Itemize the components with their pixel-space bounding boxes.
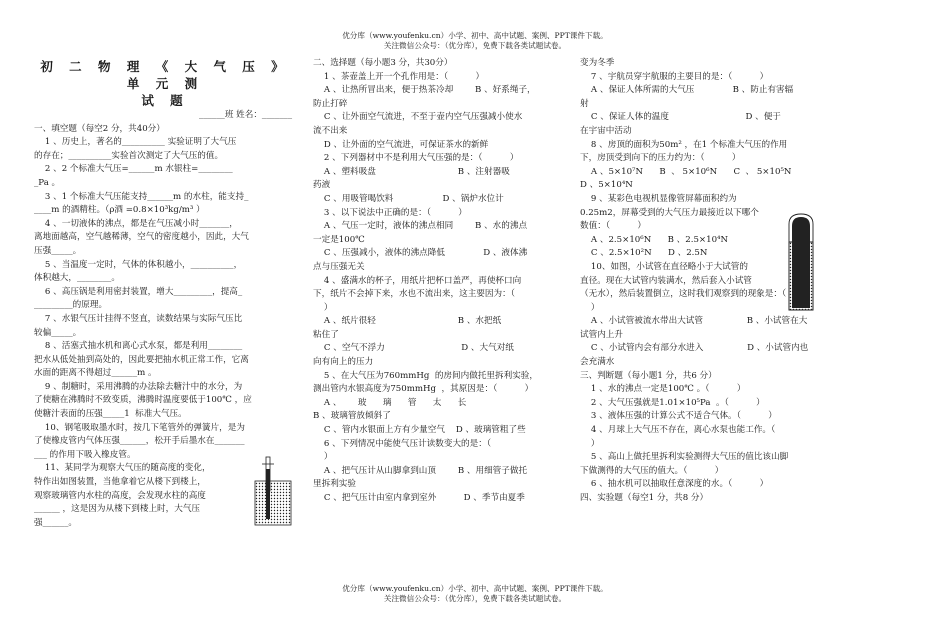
col2-lines [313, 57, 568, 506]
text-line: A 、保证人体所需的大气压 B 、防止有害辐 [580, 85, 794, 96]
class-name-line: ______班 姓名：_______ [199, 110, 292, 120]
text-line: 使糖汁表面的压强_____1 标准大气压。 [34, 409, 187, 420]
text-line: 会充满水 [580, 357, 615, 368]
text-line: A 、塑料吸盘 B 、注射器吸 [313, 166, 510, 177]
text-line: 一定是100℃ [313, 234, 365, 245]
text-line: 离地面越高，空气越稀薄，空气的密度越小，因此，大气 [34, 232, 249, 243]
exam-title: 初 二 物 理 《 大 气 压 》 单 元 测 [40, 59, 290, 91]
altitude-bottle-figure [252, 455, 294, 527]
test-tube-figure [786, 212, 816, 312]
text-line: 4 、一切液体的沸点，都是在气压减小时_______， [34, 218, 238, 229]
text-line: 粘住了 [313, 329, 339, 340]
text-line: _________的原理。 [34, 300, 108, 311]
text-line: 药液 [313, 180, 331, 191]
text-line: 点与压强无关 [313, 261, 365, 272]
text-line: 5 、当温度一定时，气体的体积越小，__________， [34, 259, 243, 270]
text-line: 较偏_____。 [34, 327, 82, 338]
text-line: ） [580, 302, 600, 313]
text-line: 一、填空题（每空2 分，共40分） [34, 123, 165, 134]
text-line: 三、判断题（每小题1 分，共6 分） [580, 370, 717, 381]
exam-title-cont: 试 题 [141, 93, 189, 108]
text-line: 向有向上的压力 [313, 357, 374, 368]
text-line: B 、玻璃管放倾斜了 [313, 411, 391, 422]
text-line: A 、5×10⁷N B 、 5×10⁶N C 、 5×10⁵N [580, 166, 792, 177]
text-line: 特作出如图装置，当他拿着它从楼下到楼上， [34, 477, 206, 488]
text-line: 观察玻璃管内水柱的高度，会发现水柱的高度 [34, 490, 206, 501]
text-line: 变为冬季 [580, 58, 615, 68]
text-line: ） [313, 302, 333, 313]
text-line: C 、把气压计由室内拿到室外 D 、季节由夏季 [313, 493, 525, 503]
text-line: 把水从低处抽到高处的，因此要把抽水机正常工作，它离 [34, 354, 249, 365]
text-line: A 、 玻 璃 管 太 长 [313, 397, 467, 408]
text-line: A 、把气压计从山脚拿到山顶 B 、用细管子做托 [313, 465, 528, 476]
text-line: 里拆利实验 [313, 479, 356, 490]
footer-line-1: 优分库（www.youfenku.cn）小学、初中、高中试题、案例、PPT课件下载。 [342, 584, 608, 593]
text-line: C 、让外面空气流进，不至于壶内空气压强减小使水 [313, 112, 523, 123]
text-line: 强______。 [34, 517, 77, 528]
text-line: 1 、水的沸点一定是100℃ 。（ ） [580, 384, 746, 395]
text-line: 6 、高压锅是利用密封装置，增大_________，提高_ [34, 286, 243, 297]
text-line: 射 [580, 98, 589, 109]
text-line: 流不出来 [313, 125, 348, 136]
text-line: 8 、活塞式抽水机和离心式水泵，都是利用________ [34, 341, 243, 352]
text-line: 测出管内水银高度为750mmHg ，其原因是：（ ） [313, 384, 534, 395]
text-line: 8 、房顶的面积为50m² ，在1 个标准大气压的作用 [580, 139, 788, 150]
text-line: 在宇宙中活动 [580, 125, 632, 136]
text-line: 6 、下列情况中能使气压计读数变大的是：（ [313, 438, 492, 449]
text-line: ___ 的作用下吸入橡皮管。 [34, 449, 136, 460]
text-line: 3 、以下说法中正确的是：（ ） [313, 207, 467, 218]
text-line: A 、小试管被流水带出大试管 B 、小试管在大 [580, 316, 808, 327]
column-middle [313, 57, 568, 506]
text-line: 防止打碎 [313, 98, 348, 109]
text-line: 11、某同学为观察大气压的随高度的变化， [34, 463, 211, 474]
text-line: 体积越大，________。 [34, 273, 120, 284]
text-line: 5 、在大气压为760mmHg 的房间内做托里拆利实验， [313, 370, 538, 381]
text-line: 水面的距离不得超过______m 。 [34, 368, 157, 379]
text-line: D 、5×10⁴N [580, 180, 633, 191]
text-line: 4 、月球上大气压不存在，离心水泵也能工作。（ [580, 425, 776, 436]
text-line: 4 、盛满水的杯子，用纸片把杯口盖严，再使杯口向 [313, 275, 522, 286]
text-line: A 、纸片很轻 B 、水把纸 [313, 316, 502, 327]
text-line: 7 、宇航员穿宇航服的主要目的是：（ ） [580, 71, 769, 82]
text-line: C 、压强减小，液体的沸点降低 D 、液体沸 [313, 248, 528, 259]
text-line: 直径。现在大试管内装满水，然后套入小试管 [580, 275, 752, 286]
text-line: 的存在；__________实验首次测定了大气压的值。 [34, 150, 224, 161]
header-line-2: 关注微信公众号：（优分库），免费下载各类试题试卷。 [383, 41, 567, 50]
footer-line-2: 关注微信公众号：（优分库），免费下载各类试题试卷。 [383, 594, 567, 603]
text-line: 下，房顶受到向下的压力约为：（ ） [580, 153, 741, 164]
text-line: ______ ，这是因为从楼下到楼上时，大气压 [34, 504, 201, 515]
text-line: （无水），然后装置倒立，这时我们观察到的现象是：（ [580, 289, 787, 300]
text-line: 二、选择题（每小题3 分，共30分） [313, 58, 453, 68]
text-line: _Pa 。 [34, 177, 61, 188]
text-line: C 、保证人体的温度 D 、便于 [580, 112, 781, 123]
text-line: 2 、2 个标准大气压=______m 水银柱=________ [34, 164, 233, 175]
text-line: 下做测得的大气压的值大。（ ） [580, 465, 724, 476]
page-footer [0, 584, 950, 604]
text-line: 2 、下列器材中不是利用大气压强的是：（ ） [313, 153, 519, 164]
text-line: 7 、水银气压计挂得不竖直，读数结果与实际气压比 [34, 313, 243, 324]
text-line: 压强_____。 [34, 245, 82, 256]
column-right [580, 57, 816, 506]
text-line: 1 、茶壶盖上开一个孔作用是：（ ） [313, 71, 485, 82]
text-line: ____m 的酒精柱。（ρ酒 =0.8×10³kg/m³ ） [34, 205, 205, 216]
text-line: 2 、大气压强就是1.01×10⁵Pa 。（ ） [580, 397, 765, 408]
text-line: 6 、抽水机可以抽取任意深度的水。（ ） [580, 479, 769, 490]
text-line: A 、让热所冒出来，便于热茶冷却 B 、好系绳子， [313, 85, 536, 96]
text-line: 10、如图，小试管在直径略小于大试管的 [580, 261, 748, 272]
text-line: 9 、制糖时，采用沸腾的办法除去糖汁中的水分，为 [34, 381, 243, 392]
text-line: 下，纸片不会掉下来，水也不流出来，这主要因为：（ [313, 289, 515, 300]
text-line: 0.25m2，屏幕受到的大气压力最接近以下哪个 [580, 207, 759, 218]
text-line: 数值：（ ） [580, 221, 646, 232]
text-line: 四、实验题（每空1 分，共8 分） [580, 493, 709, 503]
text-line: C 、空气不浮力 D 、大气对纸 [313, 343, 514, 354]
text-line: C 、用吸管喝饮料 D 、锅炉水位计 [313, 193, 504, 204]
text-line: 3 、1 个标准大气压能支持______m 的水柱，能支持_ [34, 191, 249, 202]
page-header [0, 31, 950, 51]
text-line: 9 、某彩色电视机显像管屏幕面积约为 [580, 193, 737, 204]
text-line: ） [580, 438, 600, 449]
text-line: A 、2.5×10⁶N B 、2.5×10⁴N [580, 234, 729, 245]
text-line: 3 、液体压强的计算公式不适合气体。（ ） [580, 411, 777, 422]
col3-lines [580, 57, 816, 506]
text-line: A 、气压一定时，液体的沸点相同 B 、水的沸点 [313, 221, 528, 232]
text-line: 10、钢笔吸取墨水时，按几下笔管外的弹簧片，是为 [34, 422, 245, 433]
header-line-1: 优分库（www.youfenku.cn）小学、初中、高中试题、案例、PPT课件下载。 [342, 31, 608, 40]
text-line: C 、管内水银面上方有少量空气 D 、玻璃管粗了些 [313, 425, 526, 436]
text-line: C 、2.5×10²N D 、2.5N [580, 248, 708, 259]
text-line: ） [313, 452, 333, 463]
text-line: C 、小试管内会有部分水进入 D 、小试管内也 [580, 343, 809, 354]
text-line: 试管内上升 [580, 329, 623, 340]
text-line: 5 、高山上做托里拆利实验测得大气压的值比该山脚 [580, 452, 789, 463]
text-line: 了使橡皮管内气体压强______，松开手后墨水在_______ [34, 436, 245, 447]
text-line: 了使糖在沸腾时不致变质，沸腾时温度要低于100℃ ，应 [34, 395, 252, 406]
text-line: 1 、历史上，著名的__________ 实验证明了大气压 [34, 137, 237, 148]
text-line: D 、让外面的空气流进，可保证茶水的新鲜 [313, 139, 489, 150]
